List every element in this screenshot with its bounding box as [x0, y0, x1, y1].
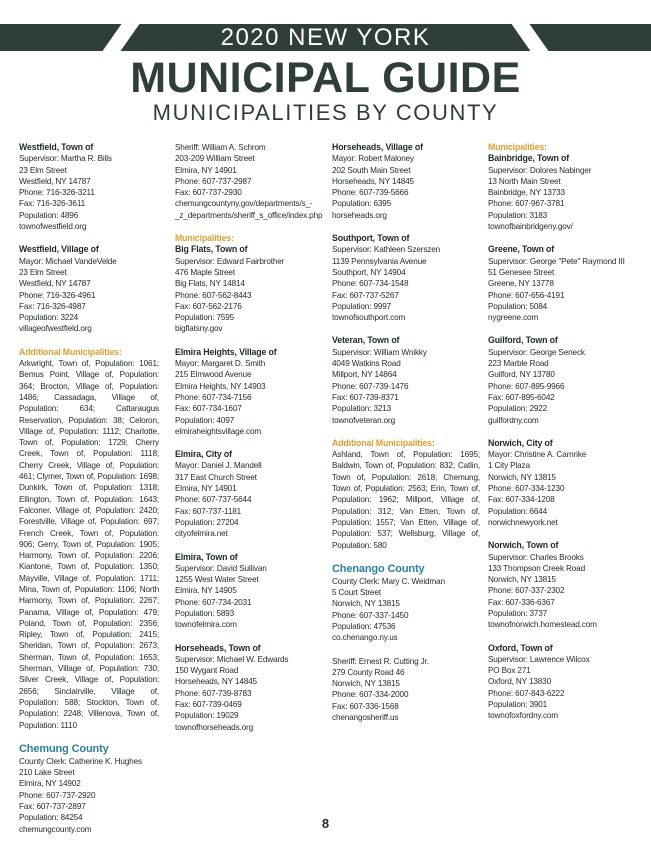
entry-line: Supervisor: David Sullivan — [175, 563, 267, 573]
entry-line: Phone: 607-734-7156 — [175, 392, 252, 402]
entry-name: Horseheads, Town of — [175, 642, 261, 653]
entry-line: Supervisor: Charles Brooks — [488, 552, 584, 562]
page-subtitle: MUNICIPALITIES BY COUNTY — [152, 100, 499, 125]
entry-line: 202 South Main Street — [332, 165, 411, 175]
entry-line: Elmira Heights, NY 14903 — [175, 381, 266, 391]
municipality-entry — [175, 347, 323, 437]
municipality-entry — [332, 142, 480, 221]
entry-name: Elmira, City of — [175, 449, 232, 460]
entry-line: Population: 84254 — [19, 813, 83, 823]
entry-line: 215 Elmwood Avenue — [175, 370, 252, 380]
entry-line: bigflatsny.gov — [175, 324, 223, 334]
entry-name: Guilford, Town of — [488, 335, 558, 346]
entry-line: Mayor: Christine A. Carnrike — [488, 450, 587, 460]
entry-line: 279 County Road 46 — [332, 667, 405, 677]
entry-line: 150 Wygant Road — [175, 666, 239, 676]
entry-line: Population: 5084 — [488, 301, 548, 311]
entry-line: 1139 Pennsylvania Avenue — [332, 256, 427, 266]
entry-line: Population: 3737 — [488, 608, 548, 618]
entry-line: Mayor: Daniel J. Mandell — [175, 461, 262, 471]
entry-line: Mayor: Margaret D. Smith — [175, 359, 266, 369]
section-heading: Municipalities: — [488, 142, 547, 152]
entry-line: co.chenango.ny.us — [332, 633, 398, 643]
entry-line: 23 Elm Street — [19, 165, 67, 175]
entry-line: Fax: 607-734-1607 — [175, 404, 242, 414]
municipality-entry — [19, 244, 159, 334]
entry-line: norwichnewyork.net — [488, 517, 558, 527]
entry-line: townofbainbridgeny.gov/ — [488, 222, 573, 232]
entry-line: Population: 7595 — [175, 313, 235, 323]
entry-line: Westfield, NY 14787 — [19, 279, 91, 289]
entry-line: 4049 Watkins Road — [332, 359, 401, 369]
entry-line: Horseheads, NY 14845 — [175, 677, 257, 687]
entry-name: Bainbridge, Town of — [488, 153, 570, 164]
entry-line: Population: 2922 — [488, 404, 548, 414]
county-heading: Chemung County — [19, 742, 109, 755]
municipality-entry — [332, 335, 480, 425]
entry-line: Phone: 607-562-8443 — [175, 290, 252, 300]
section-heading: Additional Municipalities: — [332, 437, 435, 448]
county-heading: Chenango County — [332, 562, 425, 575]
entry-line: Supervisor: Kathleen Szerszen — [332, 245, 441, 255]
municipality-entry — [175, 552, 323, 631]
entry-line: Norwich, NY 13815 — [488, 575, 556, 585]
entry-line: Greene, NY 13778 — [488, 279, 554, 289]
entry-line: Phone: 607-337-1450 — [332, 610, 409, 620]
entry-name: Norwich, Town of — [488, 540, 559, 551]
entry-line: Phone: 607-737-2987 — [175, 176, 252, 186]
entry-line: Sheriff: Ernest R. Cutting Jr. — [332, 656, 429, 666]
column-3 — [332, 142, 480, 735]
entry-line: townofveteran.org — [332, 415, 395, 425]
entry-line: 1 City Plaza — [488, 461, 530, 471]
entry-line: Phone: 607-734-2031 — [175, 597, 252, 607]
entry-line: townofelmira.com — [175, 620, 237, 630]
entry-line: Phone: 607-843-6222 — [488, 688, 565, 698]
entry-line: Phone: 607-739-5666 — [332, 188, 409, 198]
municipality-entry — [488, 438, 636, 528]
entry-line: Millport, NY 14864 — [332, 370, 397, 380]
entry-line: Fax: 607-737-2930 — [175, 188, 242, 198]
entry-line: Phone: 607-734-1548 — [332, 279, 409, 289]
entry-line: Population: 4097 — [175, 415, 235, 425]
entry-line: Fax: 607-336-6367 — [488, 597, 555, 607]
entry-line: 203-209 William Street — [175, 154, 255, 164]
entry-line: Fax: 607-895-6042 — [488, 392, 555, 402]
entry-name: Norwich, City of — [488, 437, 553, 448]
municipality-list: Ashland, Town of, Population: 1695; Baldwin, Town of, Population: 832; Catlin, Town of, Population: 2618; Chemung, Town of, Population: 2563; Erin, Town of, Population: 1962; Millport, Village of, Population: 312; Van Etten, Town of, Population: 1557; Van Etten, Village of, Population: 537; Wellsburg, Village of, Population: 580 — [332, 450, 480, 550]
municipality-entry — [175, 449, 323, 539]
entry-line: PO Box 271 — [488, 666, 531, 676]
entry-line: Supervisor: Edward Fairbrother — [175, 256, 285, 266]
municipality-entry — [488, 142, 636, 232]
entry-line: 51 Genesee Street — [488, 267, 555, 277]
entry-line: Phone: 716-326-3211 — [19, 188, 95, 198]
entry-line: Supervisor: William Wnikky — [332, 347, 427, 357]
entry-line: Horseheads, NY 14845 — [332, 176, 414, 186]
municipality-entry — [332, 656, 480, 724]
entry-name: Oxford, Town of — [488, 642, 553, 653]
entry-name: Veteran, Town of — [332, 335, 400, 346]
entry-line: Supervisor: George Seneck — [488, 347, 585, 357]
banner-text: 2020 NEW YORK — [220, 24, 431, 51]
entry-line: 13 North Main Street — [488, 176, 561, 186]
entry-line: Phone: 607-737-2920 — [19, 790, 96, 800]
entry-name: Westfield, Town of — [19, 142, 94, 152]
entry-line: Fax: 607-739-8371 — [332, 392, 399, 402]
municipality-entry — [175, 142, 323, 221]
entry-line: Population: 19029 — [175, 711, 239, 721]
additional-municipalities — [19, 347, 159, 731]
entry-line: Elmira, NY 14901 — [175, 484, 237, 494]
entry-line: County Clerk: Mary C. Weidman — [332, 576, 445, 586]
entry-line: Big Flats, NY 14814 — [175, 279, 245, 289]
entry-line: Fax: 607-737-1181 — [175, 506, 242, 516]
entry-line: Mayor: Robert Maloney — [332, 154, 414, 164]
entry-line: 210 Lake Street — [19, 768, 75, 778]
entry-line: Fax: 607-334-1208 — [488, 495, 555, 505]
entry-line: nygreene.com — [488, 313, 539, 323]
entry-line: Westfield, NY 14787 — [19, 176, 91, 186]
column-4 — [488, 142, 636, 734]
entry-line: Phone: 607-739-1476 — [332, 381, 409, 391]
entry-line: cityofelmira.net — [175, 529, 228, 539]
entry-line: Population: 27204 — [175, 517, 239, 527]
entry-line: Fax: 607-562-2176 — [175, 301, 242, 311]
entry-line: Fax: 716-326-4987 — [19, 301, 86, 311]
additional-municipalities — [332, 438, 480, 551]
entry-line: Norwich, NY 13815 — [332, 679, 400, 689]
entry-line: townofhorseheads.org — [175, 722, 254, 732]
municipality-entry — [175, 233, 323, 335]
entry-line: _z_departments/sheriff_s_office/index.php — [175, 210, 323, 220]
entry-line: Bainbridge, NY 13733 — [488, 188, 565, 198]
entry-line: townofwestfield.org — [19, 222, 87, 232]
page-title: MUNICIPAL GUIDE — [130, 54, 521, 102]
entry-name: Westfield, Village of — [19, 244, 99, 255]
page-number: 8 — [321, 816, 330, 831]
entry-line: Phone: 607-656-4191 — [488, 290, 565, 300]
entry-line: 317 East Church Street — [175, 472, 257, 482]
entry-line: 23 Elm Street — [19, 267, 67, 277]
entry-line: Fax: 607-737-5267 — [332, 290, 399, 300]
entry-line: Oxford, NY 13830 — [488, 677, 551, 687]
entry-line: Phone: 607-895-9966 — [488, 381, 565, 391]
entry-line: Population: 4896 — [19, 210, 79, 220]
entry-line: Elmira, NY 14905 — [175, 586, 237, 596]
entry-line: Supervisor: Lawrence Wilcox — [488, 654, 590, 664]
entry-line: Phone: 607-737-5644 — [175, 495, 252, 505]
entry-line: chenangosheriff.us — [332, 713, 399, 723]
entry-line: Supervisor: Martha R. Bills — [19, 154, 112, 164]
entry-line: Southport, NY 14904 — [332, 267, 406, 277]
header-banner — [0, 24, 651, 51]
entry-line: horseheads.org — [332, 210, 387, 220]
entry-line: Population: 3213 — [332, 404, 392, 414]
entry-line: Phone: 607-334-2000 — [332, 690, 409, 700]
entry-line: Phone: 607-967-3781 — [488, 199, 565, 209]
entry-line: Supervisor: Michael W. Edwards — [175, 654, 289, 664]
entry-line: Fax: 607-737-2897 — [19, 802, 86, 812]
entry-line: Elmira, NY 14901 — [175, 165, 237, 175]
entry-line: Population: 47536 — [332, 621, 396, 631]
entry-name: Elmira, Town of — [175, 551, 238, 562]
entry-name: Big Flats, Town of — [175, 244, 248, 255]
entry-line: townofsouthport.com — [332, 313, 406, 323]
entry-line: Phone: 607-334-1230 — [488, 484, 565, 494]
entry-line: Population: 5893 — [175, 608, 235, 618]
entry-line: Norwich, NY 13815 — [332, 599, 400, 609]
entry-line: chemungcountyny.gov/departments/s_- — [175, 199, 313, 209]
entry-line: Population: 3901 — [488, 700, 548, 710]
entry-line: Phone: 716-326-4961 — [19, 290, 96, 300]
entry-name: Elmira Heights, Village of — [175, 346, 277, 357]
entry-line: Population: 6644 — [488, 506, 548, 516]
entry-line: 5 Court Street — [332, 588, 381, 598]
municipality-list: Arkwright, Town of, Population: 1061; Bemus Point, Village of, Population: 364; Brocton, Village of, Population: 1486; Cassadaga, Village of, Population: 634; Cattaraugus Reservation, Population: 38; Celoron, Village of, Population: 1112; Charlotte, Town of, Population: 1729; Cherry Creek, Town of, Population: 1118; Cherry Creek, Village of, Population: 461; Clymer, Town of, Population: 1698; Dunkirk, Town of, Population: 1318; Ellington, Town of, Population: 1643; Falconer, Village of, Population: 2420; Forestville, Village of, Population: 697; French Creek, Town of, Population: 906; Gerry, Town of, Population: 1905; Harmony, Town of, Population: 2206; Kiantone, Town of, Population: 1350; Mayville, Village of, Population: 1711; Mina, Town of, Population: 1106; North Harmony, Town of, Population: 2267; Panama, Village of, Population: 479; Poland, Town of, Population: 2356; Ripley, Town of, Population: 2415; Sheridan, Town of, Population: 2673; Sherman, Town of, Population: 1653; Sherman, Village of, Population: 730; Silver Creek, Village of, Population: 2656; Sinclairville, Village of, Population: 588; Stockton, Town of, Population: 2248; Villenova, Town of, Population: 1110 — [19, 359, 159, 730]
entry-line: Phone: 607-337-2302 — [488, 586, 565, 596]
column-2 — [175, 142, 323, 745]
entry-line: townofnorwich.homestead.com — [488, 620, 597, 630]
municipality-entry — [488, 244, 636, 323]
entry-line: Mayor: Michael VandeVelde — [19, 256, 117, 266]
municipality-entry — [488, 643, 636, 722]
entry-line: Supervisor: George "Pete" Raymond III — [488, 256, 625, 266]
county-block — [332, 563, 480, 644]
municipality-entry — [488, 335, 636, 425]
entry-line: chemungcounty.com — [19, 824, 92, 834]
entry-line: villageofwestfield.org — [19, 324, 92, 334]
entry-line: 476 Maple Street — [175, 267, 235, 277]
entry-name: Horseheads, Village of — [332, 142, 423, 152]
municipality-entry — [175, 643, 323, 733]
municipality-entry — [332, 233, 480, 323]
entry-line: Fax: 716-326-3611 — [19, 199, 86, 209]
column-1 — [19, 142, 159, 847]
entry-line: Sheriff: William A. Schrom — [175, 143, 266, 152]
entry-line: Elmira, NY 14902 — [19, 779, 81, 789]
municipality-entry — [19, 142, 159, 232]
entry-line: Population: 6395 — [332, 199, 392, 209]
entry-line: guilfordny.com — [488, 415, 539, 425]
entry-line: Fax: 607-739-0469 — [175, 700, 242, 710]
entry-line: Guilford, NY 13780 — [488, 370, 555, 380]
entry-line: Norwich, NY 13815 — [488, 472, 556, 482]
entry-line: Supervisor: Dolores Nabinger — [488, 165, 592, 175]
entry-line: 133 Thompson Creek Road — [488, 563, 585, 573]
entry-line: 223 Marble Road — [488, 359, 549, 369]
entry-line: Population: 3183 — [488, 210, 548, 220]
entry-name: Greene, Town of — [488, 244, 555, 255]
entry-line: elmiraheightsvillage.com — [175, 426, 262, 436]
entry-name: Southport, Town of — [332, 233, 410, 244]
entry-line: 1255 West Water Street — [175, 575, 259, 585]
entry-line: County Clerk: Catherine K. Hughes — [19, 756, 142, 766]
entry-line: townofoxfordny.com — [488, 711, 558, 721]
section-heading: Additional Municipalities: — [19, 346, 122, 357]
entry-line: Population: 9997 — [332, 301, 392, 311]
entry-line: Phone: 607-739-8783 — [175, 688, 252, 698]
entry-line: Fax: 607-336-1568 — [332, 701, 399, 711]
entry-line: Population: 3224 — [19, 313, 79, 323]
municipality-entry — [488, 540, 636, 630]
section-heading: Municipalities: — [175, 233, 234, 244]
